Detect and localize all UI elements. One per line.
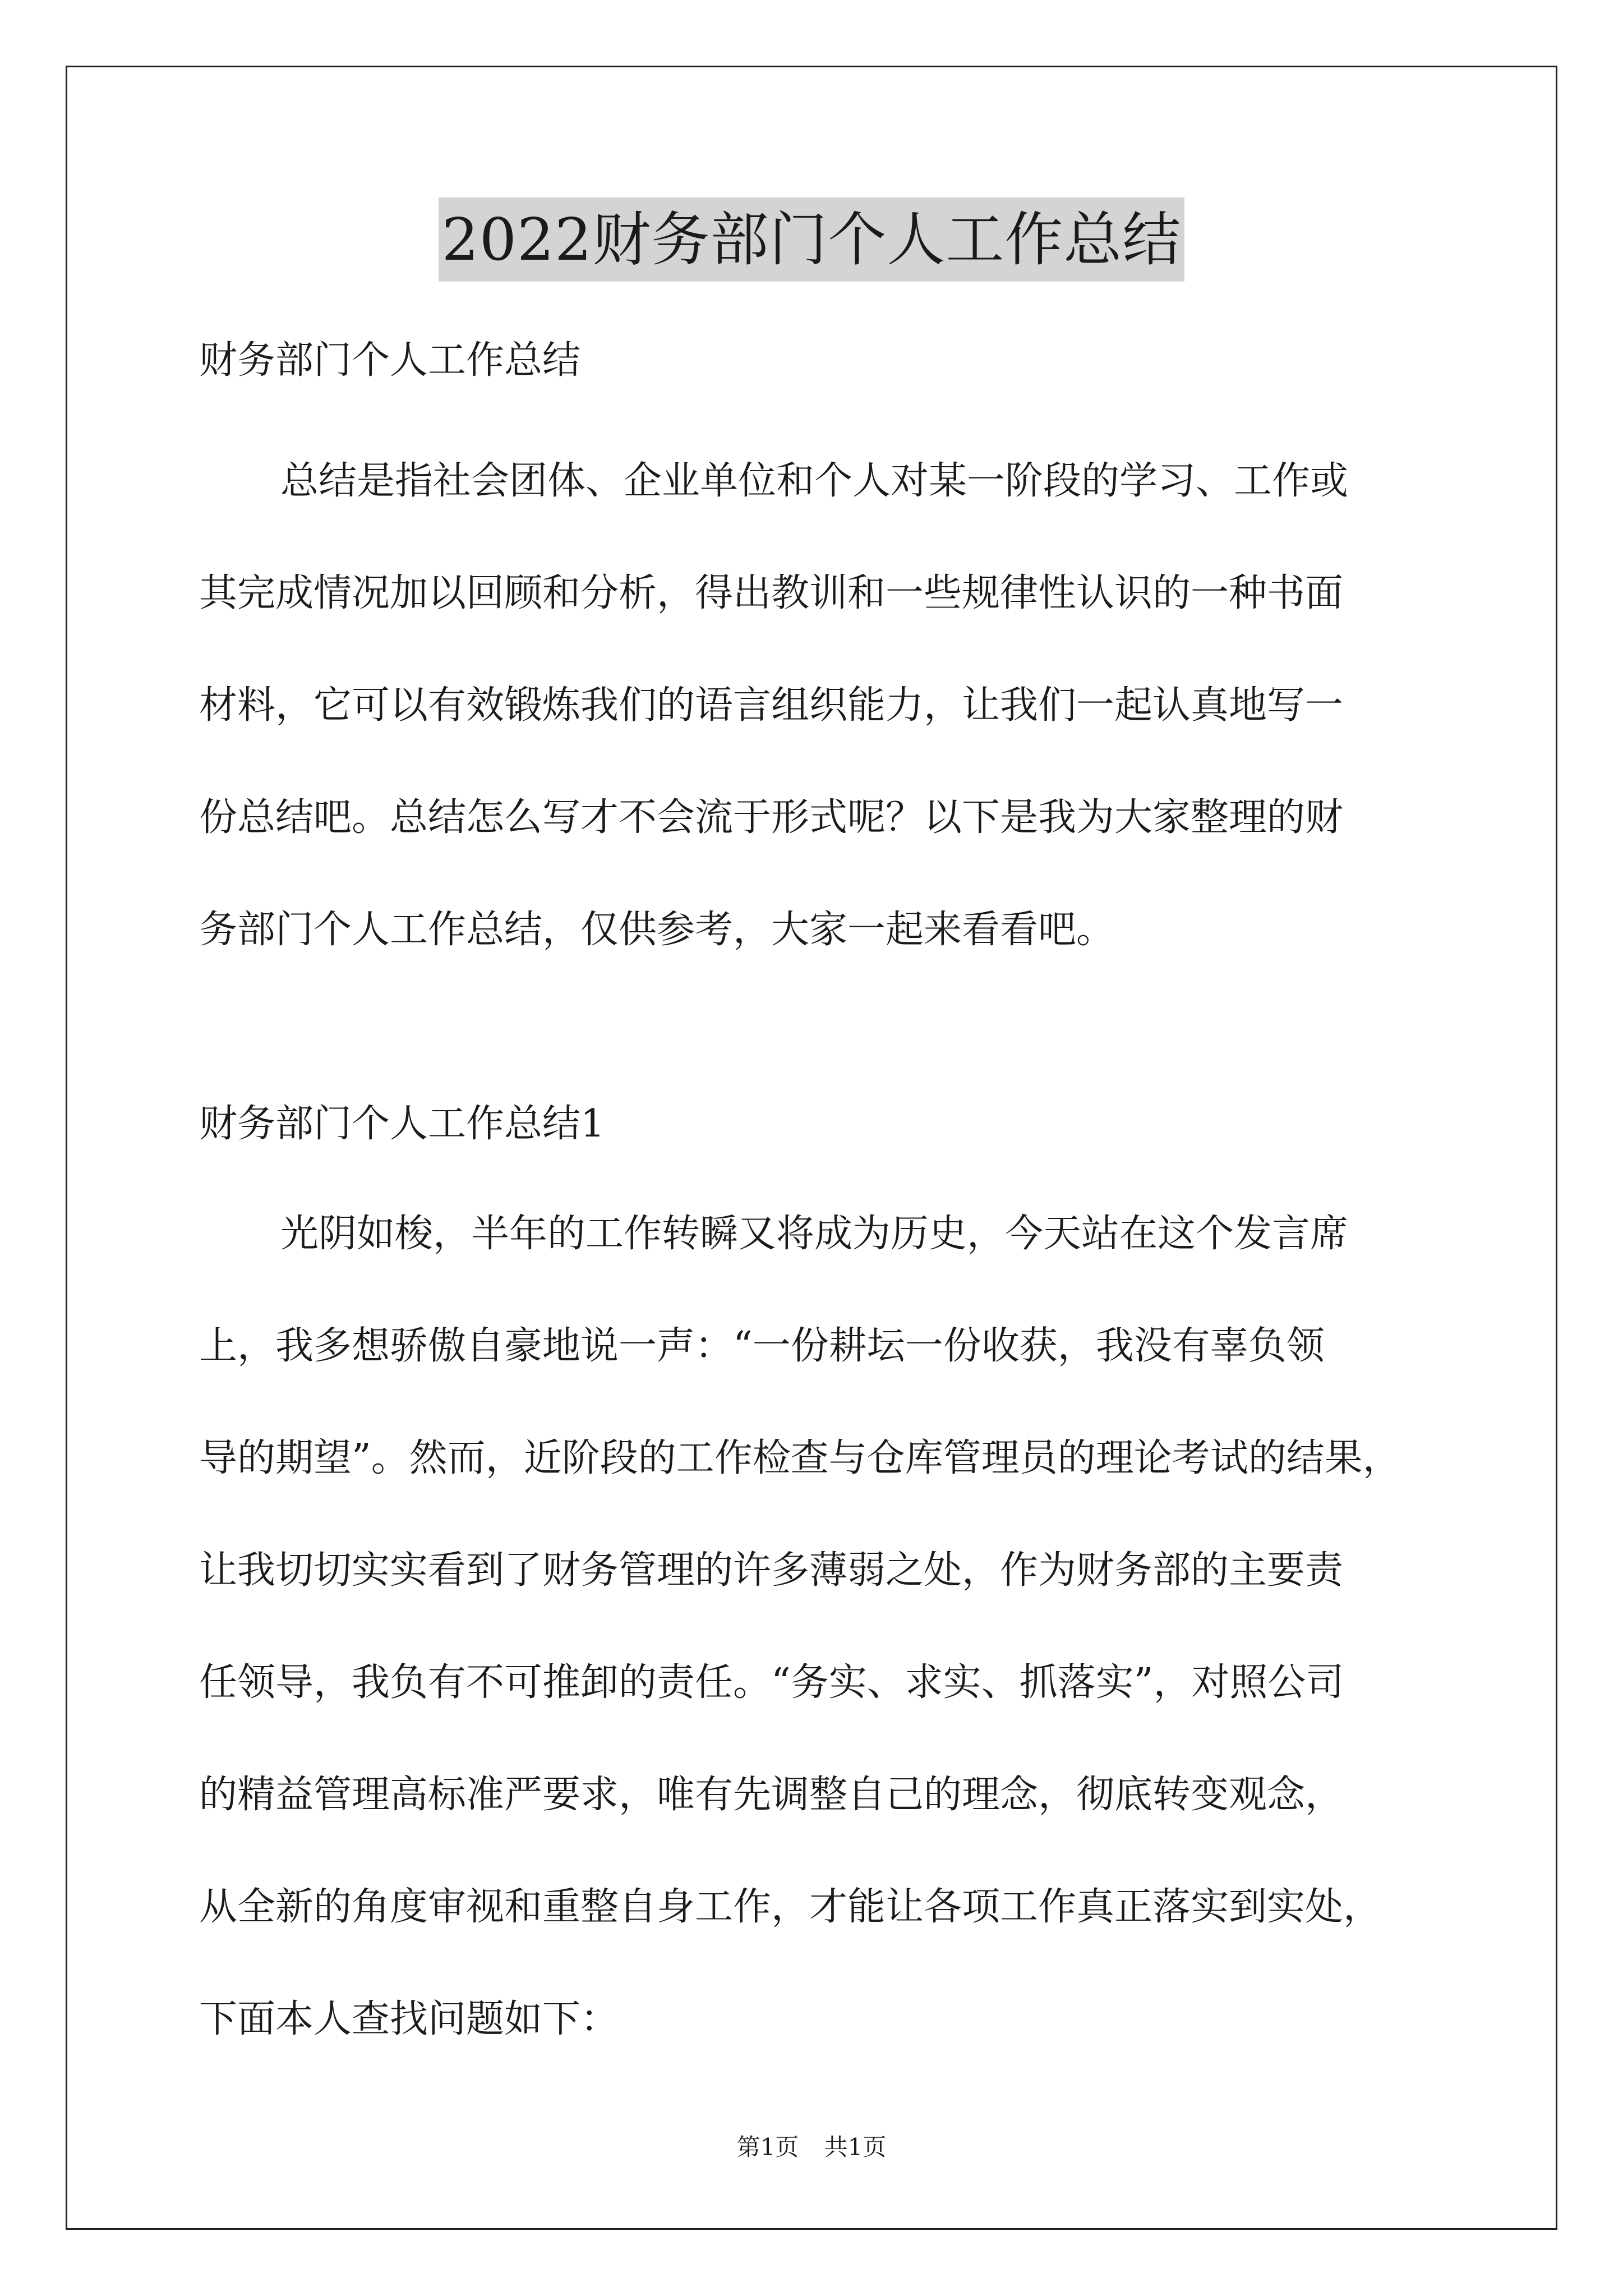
body-line: 上，我多想骄傲自豪地说一声：“一份耕坛一份收获，我没有辜负领 xyxy=(199,1324,1325,1368)
section-heading: 财务部门个人工作总结 xyxy=(199,338,581,383)
body-line: 材料，它可以有效锻炼我们的语言组织能力，让我们一起认真地写一 xyxy=(199,683,1344,728)
body-line: 份总结吧。总结怎么写才不会流于形式呢？以下是我为大家整理的财 xyxy=(199,795,1344,840)
page-total: 共1页 xyxy=(824,2133,887,2161)
body-line: 任领导，我负有不可推卸的责任。“务实、求实、抓落实”，对照公司 xyxy=(199,1660,1344,1705)
body-line: 让我切切实实看到了财务管理的许多薄弱之处，作为财务部的主要责 xyxy=(199,1548,1344,1593)
body-line: 的精益管理高标准严要求，唯有先调整自己的理念，彻底转变观念， xyxy=(199,1773,1344,1817)
body-line: 光阴如梭，半年的工作转瞬又将成为历史，今天站在这个发言席 xyxy=(280,1212,1349,1256)
title-container xyxy=(0,197,1623,282)
document-title: 2022财务部门个人工作总结 xyxy=(439,197,1185,282)
body-line: 总结是指社会团体、企业单位和个人对某一阶段的学习、工作或 xyxy=(280,459,1349,503)
page-number: 第1页 xyxy=(736,2133,799,2161)
body-line: 下面本人查找问题如下： xyxy=(199,1997,619,2041)
body-line: 从全新的角度审视和重整自身工作，才能让各项工作真正落实到实处， xyxy=(199,1885,1382,1929)
page-footer xyxy=(0,2132,1623,2163)
body-line: 导的期望”。然而，近阶段的工作检查与仓库管理员的理论考试的结果， xyxy=(199,1436,1401,1480)
section-heading: 财务部门个人工作总结1 xyxy=(199,1102,605,1146)
body-line: 务部门个人工作总结，仅供参考，大家一起来看看吧。 xyxy=(199,908,1115,952)
body-line: 其完成情况加以回顾和分析，得出教训和一些规律性认识的一种书面 xyxy=(199,571,1344,615)
